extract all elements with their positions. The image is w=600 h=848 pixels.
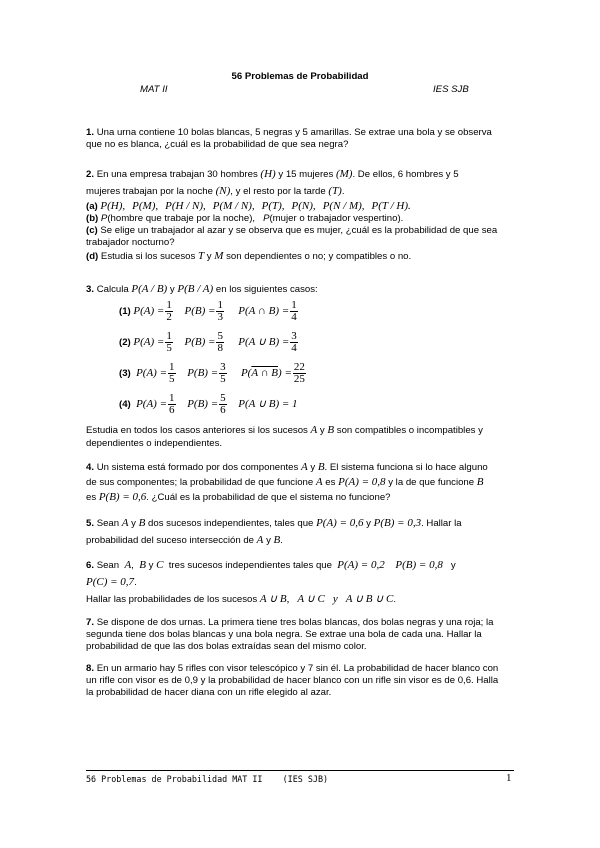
numerator: 1 [166, 330, 172, 342]
problem-text: (mujer o trabajador vespertino). [269, 213, 404, 224]
school-label: IES SJB [433, 84, 469, 95]
problem-text: mujeres trabajan por la noche [86, 186, 213, 197]
fraction [168, 362, 176, 385]
numerator: 1 [166, 299, 172, 311]
denominator: 8 [217, 342, 223, 354]
problem-text: Un sistema está formado por dos componentes [96, 462, 299, 473]
probability-item: P(M / N), [212, 200, 255, 212]
subitem-label: (a) [86, 201, 98, 212]
math-symbol: (H) [260, 168, 276, 180]
problem-text: y [148, 560, 154, 571]
problem-text: . El sistema funciona si lo hace alguno [324, 462, 488, 473]
numerator: 3 [291, 330, 297, 342]
problem-text: Estudia si los sucesos [100, 251, 196, 262]
page-number: 1 [506, 772, 512, 784]
problem-text: y [310, 462, 316, 473]
math-symbol: A [124, 559, 132, 571]
problem-text: son dependientes o no; y compatibles o no. [226, 251, 412, 262]
case-4 [119, 393, 298, 416]
problem-text: , y el resto por la tarde [230, 186, 326, 197]
denominator: 6 [169, 404, 175, 416]
fraction [219, 393, 227, 416]
math-symbol: A [300, 461, 308, 473]
problem-5 [86, 515, 516, 549]
math-formula: A ∪ C [297, 593, 325, 605]
problem-text: trabajador nocturno? [86, 237, 175, 248]
subitem-label: (d) [86, 251, 99, 262]
math-symbol: B [476, 476, 484, 488]
fraction [216, 300, 224, 323]
problem-text: dos sucesos independientes, tales que [148, 518, 314, 529]
problem-text: y 15 mujeres [278, 169, 334, 180]
case-2 [119, 331, 299, 354]
math-symbol: A [256, 534, 264, 546]
problem-4 [86, 460, 516, 505]
math-formula: A ∪ B, [259, 593, 290, 605]
math-symbol: B [327, 424, 335, 436]
math-symbol: A [315, 476, 323, 488]
probability-list [100, 201, 417, 212]
math-formula: P(A / B) [131, 283, 168, 295]
problem-text: Calcula [96, 284, 129, 295]
problem-text: . ¿Cuál es la probabilidad de que el sistema no funcione? [146, 492, 391, 503]
math-symbol: P [263, 213, 270, 224]
denominator: 3 [217, 311, 223, 323]
math-symbol: A [121, 517, 129, 529]
problem-text: Sean [96, 560, 120, 571]
math-formula: P(A) = 0,8 [338, 476, 386, 488]
math-symbol: C [156, 559, 164, 571]
problem-text: Se dispone de dos urnas. La primera tiene tres bolas blancas, dos bolas negras y una roja; la [96, 617, 494, 628]
math-formula: P(A) = [133, 305, 165, 318]
problem-8 [86, 663, 516, 699]
case-3 [119, 362, 307, 385]
problem-text: Hallar las probabilidades de los sucesos [86, 594, 258, 605]
math-formula: P(C) = 0,7 [86, 576, 135, 588]
problem-3-outro [86, 423, 516, 450]
math-formula: P(B) = 0,3 [373, 517, 422, 529]
problem-text: y [266, 535, 271, 546]
numerator: 22 [293, 361, 305, 373]
numerator: 5 [217, 330, 223, 342]
numerator: 1 [169, 361, 175, 373]
problem-7 [86, 617, 516, 653]
math-formula: P(B) = 0,8 [395, 559, 443, 571]
problem-text: es [325, 477, 336, 488]
problem-number: 5. [86, 518, 95, 529]
math-symbol: A [310, 424, 318, 436]
problem-text: Estudia en todos los casos anteriores si los sucesos [86, 425, 308, 436]
math-symbol: B [138, 517, 146, 529]
math-formula: P(A) = 0,2 [337, 559, 385, 571]
complement-event: A ∩ B [251, 367, 279, 380]
problem-text: . [393, 594, 397, 605]
footer-divider [86, 770, 514, 771]
fraction [168, 393, 176, 416]
problem-text: de sus componentes; la probabilidad de que funcione [86, 477, 314, 488]
problem-text: y [206, 251, 212, 262]
fraction [165, 331, 173, 354]
page-title: 56 Problemas de Probabilidad [231, 71, 369, 82]
subitem-label: (b) [86, 213, 99, 224]
problem-number: 3. [86, 284, 95, 295]
footer-text: 56 Problemas de Probabilidad MAT II (IES SJB) [86, 774, 329, 784]
fraction [290, 331, 298, 354]
numerator: 1 [217, 299, 223, 311]
math-symbol: M [214, 250, 224, 262]
math-symbol: (M) [335, 168, 353, 180]
case-1 [119, 300, 299, 323]
problem-text: y [319, 425, 325, 436]
math-symbol: B [317, 461, 325, 473]
math-symbol: P [100, 213, 108, 224]
denominator: 6 [220, 404, 226, 416]
probability-item: P(H / N), [165, 200, 206, 212]
math-formula: P(B) = 0,6 [98, 491, 147, 503]
case-label: (1) [119, 306, 131, 318]
problem-2 [86, 166, 516, 264]
problem-1 [86, 127, 516, 151]
math-symbol: (N) [215, 185, 231, 197]
problem-text: y [450, 560, 456, 571]
numerator: 3 [220, 361, 226, 373]
problem-number: 8. [86, 663, 95, 674]
math-formula: P(A ∩ B) = [238, 305, 290, 318]
denominator: 5 [220, 373, 226, 385]
problem-text: , [131, 560, 134, 571]
problem-number: 2. [86, 169, 95, 180]
problem-number: 4. [86, 462, 95, 473]
problem-text: Se elige un trabajador al azar y se observa que es mujer, ¿cuál es la probabilidad de que sea [100, 225, 498, 236]
problem-text: En un armario hay 5 rifles con visor telescópico y 7 sin él. La probabilidad de hacer blanco con [96, 663, 499, 674]
math-symbol: (T) [328, 185, 342, 197]
math-formula: P(B) = [184, 336, 216, 349]
problem-text: Sean [96, 518, 120, 529]
problem-text: probabilidad del suceso intersección de [86, 535, 254, 546]
problem-6 [86, 557, 516, 608]
numerator: 5 [220, 392, 226, 404]
fraction [293, 362, 306, 385]
problem-text: . [341, 186, 345, 197]
problem-text: dependientes o independientes. [86, 438, 223, 449]
probability-item: P(T / H). [371, 200, 411, 212]
denominator: 4 [291, 342, 297, 354]
problem-number: 7. [86, 617, 95, 628]
probability-item: P(T), [261, 200, 285, 212]
problem-text: Una urna contiene 10 bolas blancas, 5 negras y 5 amarillas. Se extrae una bola y se observa [96, 127, 492, 138]
math-symbol: B [139, 559, 146, 571]
denominator: 5 [169, 373, 175, 385]
problem-text: segunda tiene dos bolas blancas y una bola negra. Se extrae una bola de cada una. Hallar la [86, 629, 482, 640]
math-formula: P(A ∪ B) = [238, 336, 290, 349]
problem-number: 1. [86, 127, 95, 138]
problem-number: 6. [86, 560, 95, 571]
case-label: (4) [119, 399, 131, 411]
problem-text: (hombre que trabaje por la noche), [107, 213, 256, 224]
problem-text: . Hallar la [421, 518, 462, 529]
math-formula: A ∪ B ∪ C [345, 593, 394, 605]
problem-text: tres sucesos independientes tales que [168, 560, 332, 571]
math-formula: P(A ∪ B) = 1 [238, 398, 298, 411]
math-formula: P(A) = 0,6 [316, 517, 364, 529]
fraction [219, 362, 227, 385]
denominator: 4 [291, 311, 297, 323]
math-formula: P(A) = [136, 398, 168, 411]
problem-text: y la de que funcione [388, 477, 475, 488]
case-label: (2) [119, 337, 131, 349]
probability-item: P(M), [132, 200, 159, 212]
denominator: 25 [293, 373, 305, 385]
subitem-label: (c) [86, 225, 98, 236]
problem-text: y [131, 518, 136, 529]
problem-text: es [86, 492, 97, 503]
problem-text: la probabilidad de hacer diana con un rifle elegido al azar. [86, 687, 332, 698]
denominator: 2 [166, 311, 172, 323]
denominator: 5 [166, 342, 172, 354]
math-formula: P(B) = [184, 305, 216, 318]
problem-text: que no es blanca, ¿cuál es la probabilidad de que sea negra? [86, 139, 349, 150]
math-formula: P(B) = [187, 398, 219, 411]
math-formula: P( [240, 367, 252, 380]
case-label: (3) [119, 368, 131, 380]
fraction [290, 300, 298, 323]
numerator: 1 [169, 392, 175, 404]
problem-text: y [366, 518, 371, 529]
problem-text: En una empresa trabajan 30 hombres [96, 169, 258, 180]
problem-text: . De ellos, 6 hombres y 5 [352, 169, 459, 180]
probability-item: P(N), [291, 200, 316, 212]
math-formula: ) = [278, 367, 292, 380]
problem-text: un rifle con visor es de 0,9 y la probabilidad de hacer blanco con un rifle sin visor es de 0,6. Halla [86, 675, 499, 686]
probability-item: P(H), [100, 200, 126, 212]
fraction [165, 300, 173, 323]
math-formula: P(B / A) [177, 283, 214, 295]
numerator: 1 [291, 299, 297, 311]
problem-text: probabilidad de que las dos bolas extraídas sean del mismo color. [86, 641, 367, 652]
probability-item: P(N / M), [322, 200, 365, 212]
problem-text: . [280, 535, 283, 546]
problem-text: en los siguientes casos: [215, 284, 318, 295]
fraction [216, 331, 224, 354]
math-symbol: T [197, 250, 205, 262]
subject-label: MAT II [140, 84, 168, 95]
problem-3 [86, 283, 318, 296]
problem-text: son compatibles o incompatibles y [336, 425, 483, 436]
math-symbol: y [332, 593, 338, 605]
math-symbol: B [273, 534, 281, 546]
problem-text: y [169, 284, 175, 295]
math-formula: P(B) = [187, 367, 219, 380]
math-formula: P(A) = [136, 367, 168, 380]
problem-text: . [134, 577, 137, 588]
math-formula: P(A) = [133, 336, 165, 349]
